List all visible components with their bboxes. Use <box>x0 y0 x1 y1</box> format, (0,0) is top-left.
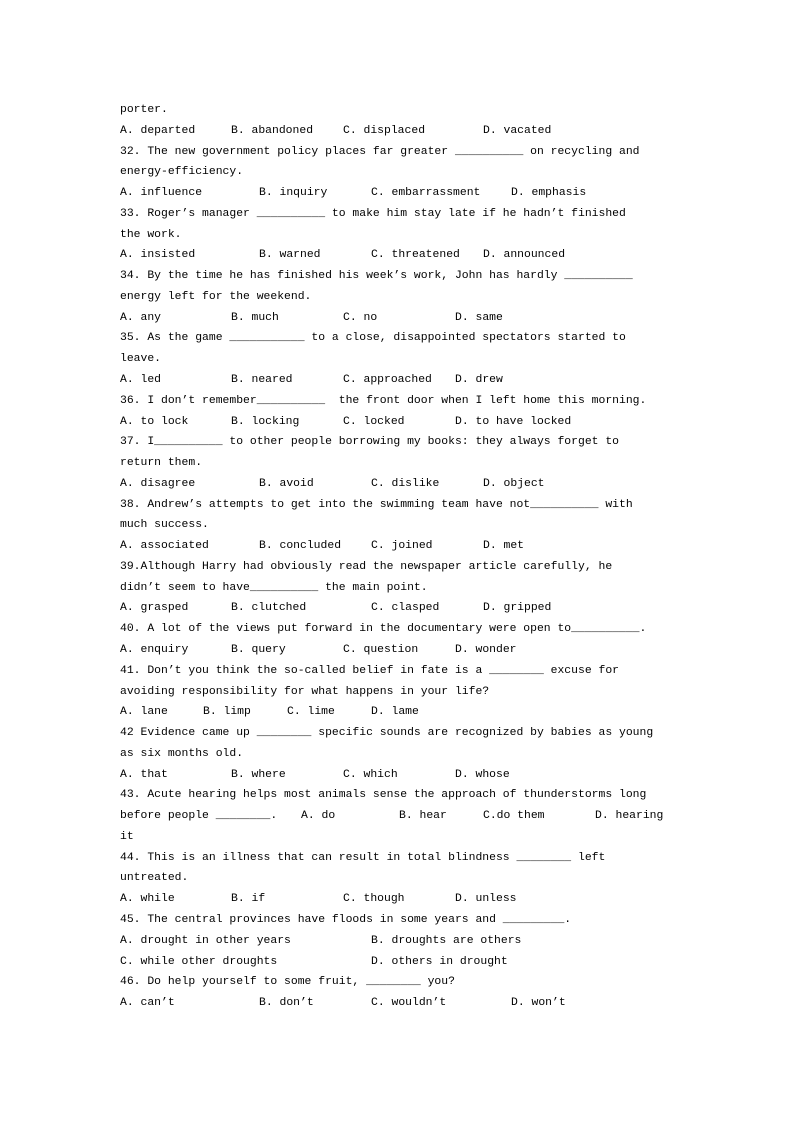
question-text-line <box>0 747 794 767</box>
question-text-line <box>0 331 794 351</box>
answer-option: B. clutched <box>231 602 307 615</box>
answer-option: C. though <box>343 893 405 906</box>
answer-options-line <box>0 643 794 663</box>
answer-options-line <box>0 601 794 621</box>
answer-option: B. limp <box>203 706 251 719</box>
text-segment: 46. Do help yourself to some fruit, ________ you? <box>120 976 455 989</box>
answer-option: D. unless <box>455 893 517 906</box>
text-segment: 36. I don’t remember__________ the front door when I left home this morning. <box>120 394 647 407</box>
text-segment: avoiding responsibility for what happens in your life? <box>120 685 490 698</box>
question-text-line <box>0 664 794 684</box>
text-segment: 39.Although Harry had obviously read the newspaper article carefully, he <box>120 560 613 573</box>
answer-option: C. threatened <box>371 249 460 262</box>
answer-option: A. associated <box>120 540 209 553</box>
text-segment: 34. By the time he has finished his week’s work, John has hardly __________ <box>120 270 633 283</box>
text-segment: 37. I__________ to other people borrowing my books: they always forget to <box>120 436 619 449</box>
answer-option: A. influence <box>120 187 203 200</box>
answer-options-line <box>0 934 794 954</box>
question-text-line <box>0 207 794 227</box>
answer-option: A. any <box>120 311 162 324</box>
answer-option: C. no <box>343 311 378 324</box>
answer-option: C.do them <box>483 810 545 823</box>
answer-option: C. dislike <box>371 477 440 490</box>
answer-option: D. met <box>483 540 525 553</box>
answer-option: D. announced <box>483 249 566 262</box>
answer-option: A. while <box>120 893 175 906</box>
answer-option: A. that <box>120 768 168 781</box>
answer-option: A. grasped <box>120 602 189 615</box>
answer-options-line <box>0 996 794 1016</box>
answer-option: A. enquiry <box>120 644 189 657</box>
question-text-line <box>0 622 794 642</box>
answer-options-line <box>0 705 794 725</box>
text-segment: 33. Roger’s manager __________ to make him stay late if he hadn’t finished <box>120 207 626 220</box>
question-text-line <box>0 581 794 601</box>
answer-option: B. warned <box>259 249 321 262</box>
answer-option: A. drought in other years <box>120 934 291 947</box>
answer-option: B. avoid <box>259 477 314 490</box>
answer-options-line <box>0 809 794 829</box>
question-text-line <box>0 851 794 871</box>
question-text-line <box>0 352 794 372</box>
text-segment: untreated. <box>120 872 189 885</box>
question-text-line <box>0 685 794 705</box>
answer-options-line <box>0 373 794 393</box>
answer-option: A. led <box>120 374 162 386</box>
answer-option: C. clasped <box>371 602 440 615</box>
answer-options-line <box>0 415 794 435</box>
text-segment: 41. Don’t you think the so-called belief in fate is a ________ excuse for <box>120 664 619 677</box>
answer-option: A. to lock <box>120 415 189 428</box>
text-segment: 40. A lot of the views put forward in the documentary were open to__________. <box>120 623 647 636</box>
answer-option: B. much <box>231 311 279 324</box>
question-text-line <box>0 726 794 746</box>
answer-option: B. if <box>231 893 266 906</box>
answer-option: D. emphasis <box>511 187 587 200</box>
answer-option: D. lame <box>371 706 419 719</box>
question-text-line <box>0 435 794 455</box>
question-text-line <box>0 498 794 518</box>
text-segment: didn’t seem to have__________ the main point. <box>120 581 428 594</box>
answer-options-line <box>0 539 794 559</box>
answer-option: D. to have locked <box>455 415 572 428</box>
question-text-line <box>0 269 794 289</box>
answer-options-line <box>0 124 794 144</box>
answer-option: B. droughts are others <box>371 934 522 947</box>
text-segment: 43. Acute hearing helps most animals sense the approach of thunderstorms long <box>120 789 647 802</box>
text-segment: before people ________. <box>120 810 278 823</box>
answer-option: C. joined <box>371 540 433 553</box>
question-text-line <box>0 228 794 248</box>
question-text-line <box>0 913 794 933</box>
answer-option: C. which <box>343 768 398 781</box>
question-text-line <box>0 145 794 165</box>
answer-option: B. don’t <box>259 997 314 1010</box>
answer-option: C. displaced <box>343 124 426 137</box>
question-text-line <box>0 103 794 123</box>
answer-option: B. hear <box>399 810 447 823</box>
answer-option: B. inquiry <box>259 187 328 200</box>
question-text-line <box>0 165 794 185</box>
text-segment: porter. <box>120 104 168 116</box>
answer-option: C. wouldn’t <box>371 997 447 1010</box>
answer-option: C. question <box>343 644 419 657</box>
answer-option: A. do <box>301 810 336 823</box>
answer-option: B. where <box>231 768 286 781</box>
answer-options-line <box>0 248 794 268</box>
text-segment: energy left for the weekend. <box>120 290 312 303</box>
answer-option: D. gripped <box>483 602 552 615</box>
answer-option: B. abandoned <box>231 124 314 137</box>
text-segment: 45. The central provinces have floods in some years and _________. <box>120 914 572 927</box>
answer-option: D. wonder <box>455 644 517 657</box>
answer-option: C. locked <box>343 415 405 428</box>
text-segment: 44. This is an illness that can result in total blindness ________ left <box>120 851 606 864</box>
answer-options-line <box>0 768 794 788</box>
text-segment: much success. <box>120 519 209 532</box>
answer-option: A. lane <box>120 706 168 719</box>
text-segment: it <box>120 830 134 843</box>
answer-options-line <box>0 955 794 975</box>
text-segment: the work. <box>120 228 182 241</box>
answer-option: D. won’t <box>511 997 566 1010</box>
text-segment: 32. The new government policy places far greater __________ on recycling and <box>120 145 640 158</box>
answer-option: D. vacated <box>483 124 552 137</box>
answer-option: D. whose <box>455 768 510 781</box>
question-text-line <box>0 975 794 995</box>
answer-option: C. embarrassment <box>371 187 481 200</box>
question-text-line <box>0 871 794 891</box>
answer-option: D. object <box>483 477 545 490</box>
text-segment: as six months old. <box>120 747 244 760</box>
answer-option: D. others in drought <box>371 955 508 968</box>
answer-option: A. insisted <box>120 249 196 262</box>
question-text-line <box>0 394 794 414</box>
question-text-line <box>0 560 794 580</box>
answer-option: B. query <box>231 644 286 657</box>
question-text-line <box>0 518 794 538</box>
text-segment: 42 Evidence came up ________ specific sounds are recognized by babies as young <box>120 727 654 740</box>
answer-options-line <box>0 186 794 206</box>
question-text-line <box>0 456 794 476</box>
text-segment: return them. <box>120 457 203 470</box>
question-text-line <box>0 788 794 808</box>
answer-option: C. lime <box>287 706 335 719</box>
answer-option: B. locking <box>231 415 300 428</box>
answer-option: C. while other droughts <box>120 955 278 968</box>
text-segment: leave. <box>120 353 162 366</box>
answer-options-line <box>0 892 794 912</box>
answer-option: D. drew <box>455 374 503 386</box>
answer-option: B. concluded <box>259 540 342 553</box>
text-segment: 35. As the game ___________ to a close, disappointed spectators started to <box>120 332 626 345</box>
answer-option: D. hearing <box>595 810 664 823</box>
answer-option: D. same <box>455 311 503 324</box>
question-text-line <box>0 830 794 850</box>
answer-option: B. neared <box>231 374 293 386</box>
answer-options-line <box>0 477 794 497</box>
text-segment: 38. Andrew’s attempts to get into the swimming team have not__________ with <box>120 498 633 511</box>
answer-option: A. can’t <box>120 997 175 1010</box>
answer-option: C. approached <box>343 374 432 386</box>
text-segment: energy-efficiency. <box>120 166 244 179</box>
answer-option: A. disagree <box>120 477 196 490</box>
question-text-line <box>0 290 794 310</box>
answer-options-line <box>0 311 794 331</box>
answer-option: A. departed <box>120 124 196 137</box>
